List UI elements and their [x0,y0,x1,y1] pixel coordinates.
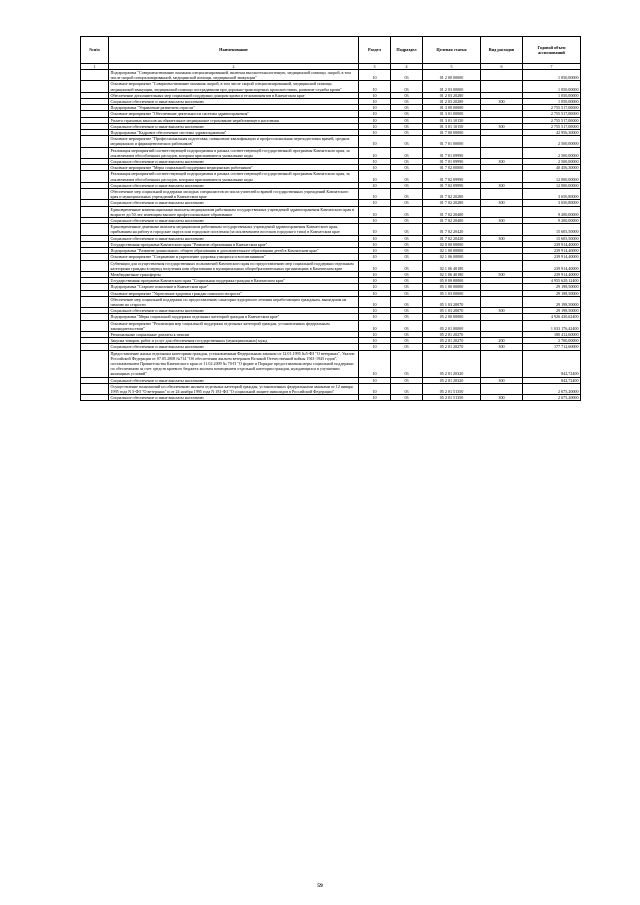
row-name-cell: Основное мероприятие "Обеспечение деятельности системы здравоохранения" [109,111,359,117]
row-section-cell: 10 [359,338,391,344]
row-name-cell: Государственная программа Камчатского края "Развитие образования в Камчатском крае" [109,241,359,247]
row-section-cell: 10 [359,278,391,284]
row-subsection-cell: 03 [391,165,423,171]
row-amount-cell: 1 033 176,42400 [523,320,581,331]
row-target-article-cell: 01 7 01 09990 [423,159,481,165]
header-annual-amount: Годовой объем ассигнований [523,37,581,64]
row-target-article-cell: 05 2 01 20320 [423,377,481,383]
row-target-article-cell: 05 1 03 00000 [423,290,481,296]
row-expense-type-cell [481,171,523,182]
budget-table [80,36,581,401]
row-name-cell: Основное мероприятие "Сохранение и укрепление здоровья учащихся и воспитанников" [109,254,359,260]
row-subsection-cell: 03 [391,278,423,284]
row-section-cell: 10 [359,254,391,260]
row-amount-cell: 842,72400 [523,377,581,383]
row-target-article-cell: 01 7 02 09990 [423,182,481,188]
row-subsection-cell: 03 [391,136,423,147]
row-number-cell [81,350,109,377]
row-expense-type-cell [481,260,523,271]
row-expense-type-cell [481,136,523,147]
row-target-article-cell: 05 2 01 20270 [423,344,481,350]
row-section-cell: 10 [359,271,391,277]
row-target-article-cell: 02 1 06 40180 [423,271,481,277]
row-subsection-cell: 03 [391,81,423,92]
row-section-cell: 10 [359,130,391,136]
row-section-cell: 10 [359,105,391,111]
row-amount-cell: 3 650,80000 [523,189,581,200]
row-name-cell: Основное мероприятие "Реализация мер социальной поддержки отдельных категорий граждан, установленных федеральным законодательством" [109,320,359,331]
row-section-cell: 10 [359,344,391,350]
row-name-cell: Реализация мероприятий соответствующей подпрограммы в рамках соответствующей государственной программы Камчатского края, за исключением обособленных расходов, которым присваиваются уникальные коды [109,147,359,158]
table-row [81,171,581,182]
row-amount-cell: 239 914,40000 [523,260,581,271]
row-section-cell: 10 [359,136,391,147]
row-name-cell: Социальное обеспечение и иные выплаты населению [109,395,359,401]
header-expense-type: Вид расходов [481,37,523,64]
row-section-cell: 10 [359,224,391,235]
row-subsection-cell: 03 [391,111,423,117]
row-subsection-cell: 03 [391,284,423,290]
row-target-article-cell: 05 1 00 00000 [423,284,481,290]
row-amount-cell: 2 500,00000 [523,159,581,165]
row-amount-cell: 15 605,50000 [523,224,581,235]
row-amount-cell: 3 650,80000 [523,200,581,206]
row-subsection-cell: 03 [391,200,423,206]
table-row [81,260,581,271]
row-name-cell: Социальное обеспечение и иные выплаты населению [109,344,359,350]
row-target-article-cell: 01 7 02 20400 [423,218,481,224]
row-section-cell: 10 [359,331,391,337]
row-amount-cell: 12 000,00000 [523,182,581,188]
row-section-cell: 10 [359,165,391,171]
row-section-cell: 10 [359,248,391,254]
column-number: 2 [109,64,359,70]
row-section-cell: 10 [359,206,391,217]
row-number-cell [81,81,109,92]
row-name-cell: Основное мероприятие "Профессиональная подготовка, повышение квалификации и профессиональная переподготовка врачей, средних медицинских и фармацевтических работников" [109,136,359,147]
row-amount-cell: 29 198,50000 [523,296,581,307]
row-subsection-cell: 03 [391,171,423,182]
row-subsection-cell: 03 [391,147,423,158]
row-amount-cell: 1 050,00000 [523,81,581,92]
row-target-article-cell: 01 7 02 00000 [423,165,481,171]
row-name-cell: Подпрограмма "Меры социальной поддержки отдельных категорий граждан в Камчатском крае" [109,314,359,320]
row-target-article-cell: 01 7 01 00000 [423,136,481,147]
row-amount-cell: 842,72400 [523,350,581,377]
row-expense-type-cell [481,81,523,92]
header-target-article: Целевая статья [423,37,481,64]
row-expense-type-cell: 300 [481,200,523,206]
row-subsection-cell: 03 [391,206,423,217]
row-expense-type-cell [481,350,523,377]
row-name-cell: Субвенции для осуществления государственных полномочий Камчатского края по предоставлению мер социальной поддержки отдельным категориям граждан в период получения ими образования в муниципальных общеобразовательных организациях в Камчатском крае [109,260,359,271]
row-target-article-cell: 01 3 00 00000 [423,105,481,111]
row-section-cell: 10 [359,218,391,224]
row-amount-cell: 29 198,50000 [523,284,581,290]
row-expense-type-cell: 300 [481,182,523,188]
row-subsection-cell: 03 [391,159,423,165]
row-section-cell: 10 [359,383,391,394]
row-section-cell: 10 [359,159,391,165]
table-row [81,296,581,307]
column-number: 6 [481,64,523,70]
row-section-cell: 10 [359,296,391,307]
row-name-cell: Подпрограмма "Управление развитием отрасли" [109,105,359,111]
row-section-cell: 10 [359,189,391,200]
row-section-cell: 10 [359,320,391,331]
row-name-cell: Социальное обеспечение и иные выплаты населению [109,218,359,224]
row-subsection-cell: 03 [391,99,423,105]
row-subsection-cell: 03 [391,377,423,383]
row-expense-type-cell [481,224,523,235]
row-expense-type-cell [481,147,523,158]
row-expense-type-cell: 300 [481,159,523,165]
row-expense-type-cell [481,296,523,307]
row-subsection-cell: 03 [391,271,423,277]
row-subsection-cell: 03 [391,314,423,320]
row-target-article-cell: 05 2 00 00000 [423,314,481,320]
row-subsection-cell: 03 [391,92,423,98]
row-name-cell: Социальное обеспечение и иные выплаты населению [109,200,359,206]
row-amount-cell: 12 000,00000 [523,171,581,182]
row-name-cell: Подпрограмма "Совершенствование оказания специализированной, включая высокотехнологичную, медицинской помощи, скорой, в том числе скорой специализированной, медицинской помощи, медицинской эвакуации" [109,70,359,81]
row-amount-cell: 40 456,30000 [523,165,581,171]
row-section-cell: 10 [359,308,391,314]
row-name-cell: Социальное обеспечение и иные выплаты населению [109,159,359,165]
row-subsection-cell: 03 [391,105,423,111]
row-target-article-cell: 02 1 00 00000 [423,248,481,254]
table-row [81,350,581,377]
row-target-article-cell: 05 2 01 00000 [423,320,481,331]
table-row [81,383,581,394]
table-row [81,189,581,200]
row-subsection-cell: 03 [391,218,423,224]
row-subsection-cell: 03 [391,254,423,260]
row-expense-type-cell: 300 [481,218,523,224]
row-target-article-cell: 05 1 03 20070 [423,308,481,314]
row-amount-cell: 2 700,00000 [523,338,581,344]
row-section-cell: 10 [359,314,391,320]
row-section-cell: 10 [359,235,391,241]
row-section-cell: 10 [359,377,391,383]
row-expense-type-cell [481,383,523,394]
row-name-cell: Предоставление жилья отдельным категориям граждан, установленным Федеральным законом от 12.01.1995 №5-ФЗ "О ветеранах", Указом Российской Федерации от 07.05.2008 №714 "Об обеспечении жильем ветеранов Великой Отечественной войны 1941-1945 годов", постановлением Правительства Камчатского края от 11.02.2009 № 70-П "О форме и Порядке предоставления меры социальной поддержки по обеспечению за счет средств краевого бюджета жильем помещением отдельной категории граждан, нуждающихся в улучшении жилищных условий" [109,350,359,377]
row-target-article-cell: 05 2 01 51350 [423,395,481,401]
table-row [81,395,581,401]
row-target-article-cell: 05 1 03 20070 [423,296,481,307]
row-target-article-cell: 01 2 00 00000 [423,70,481,81]
row-name-cell: Региональные социальные доплаты к пенсии [109,331,359,337]
row-section-cell: 10 [359,70,391,81]
row-name-cell: Подпрограмма "Старшее поколение в Камчатском крае" [109,284,359,290]
row-expense-type-cell [481,189,523,200]
page-number: 59 [317,883,323,889]
budget-document [80,36,580,401]
row-target-article-cell: 01 2 03 20280 [423,92,481,98]
row-name-cell: Социальное обеспечение и иные выплаты населению [109,235,359,241]
row-amount-cell: 2 675,20000 [523,383,581,394]
row-number-cell [81,147,109,158]
row-target-article-cell: 05 2 01 20270 [423,338,481,344]
row-expense-type-cell [481,320,523,331]
row-subsection-cell: 03 [391,241,423,247]
row-section-cell: 10 [359,123,391,129]
row-section-cell: 10 [359,260,391,271]
row-amount-cell: 177 712,60000 [523,344,581,350]
row-section-cell: 10 [359,99,391,105]
row-name-cell: Социальное обеспечение и иные выплаты населению [109,123,359,129]
row-amount-cell: 4 926 430,62400 [523,314,581,320]
row-amount-cell: 2 755 517,00000 [523,117,581,123]
header-row [81,37,581,64]
table-body [81,70,581,401]
row-expense-type-cell: 200 [481,338,523,344]
row-target-article-cell: 02 1 06 00000 [423,254,481,260]
row-number-cell [81,395,109,401]
row-target-article-cell: 02 0 00 00000 [423,241,481,247]
row-number-cell [81,206,109,217]
row-subsection-cell: 03 [391,70,423,81]
row-name-cell: Уплата страховых взносов на обязательное медицинское страхование неработающего населения [109,117,359,123]
row-name-cell: Единовременные денежные выплаты медицинским работникам государственных учреждений здравоохранения Камчатского края, прибывшим на работу в городские округа или городские поселения (за исключением поселков городского типа) в Камчатском крае [109,224,359,235]
table-row [81,224,581,235]
row-subsection-cell: 03 [391,395,423,401]
row-target-article-cell: 05 0 00 00000 [423,278,481,284]
row-name-cell: Социальное обеспечение и иные выплаты населению [109,182,359,188]
row-amount-cell: 2 755 517,00000 [523,123,581,129]
row-amount-cell: 239 914,40000 [523,241,581,247]
row-section-cell: 10 [359,147,391,158]
row-amount-cell: 42 956,30000 [523,130,581,136]
row-amount-cell: 239 914,40000 [523,248,581,254]
column-number: 4 [391,64,423,70]
row-section-cell: 10 [359,395,391,401]
row-expense-type-cell: 300 [481,123,523,129]
column-number: 1 [81,64,109,70]
row-target-article-cell: 05 2 01 20270 [423,331,481,337]
row-target-article-cell: 01 7 01 09990 [423,147,481,158]
row-amount-cell: 1 050,00000 [523,70,581,81]
table-row [81,320,581,331]
row-amount-cell: 15 605,50000 [523,235,581,241]
row-expense-type-cell: 500 [481,271,523,277]
row-name-cell: Обеспечение мер социальной поддержки по предоставлению санаторно-курортного лечения неработающим гражданам, вышедшим на пенсию по старости [109,296,359,307]
row-expense-type-cell [481,70,523,81]
header-name: Наименование [109,37,359,64]
row-name-cell: Государственная программа Камчатского края "Социальная поддержка граждан в Камчатском крае" [109,278,359,284]
row-subsection-cell: 03 [391,224,423,235]
row-name-cell: Социальное обеспечение и иные выплаты населению [109,99,359,105]
row-target-article-cell: 02 1 06 40180 [423,260,481,271]
table-row [81,136,581,147]
header-number: №п/п [81,37,109,64]
row-subsection-cell: 03 [391,182,423,188]
row-expense-type-cell: 300 [481,235,523,241]
row-name-cell: Обеспечение мер социальной поддержки молодых специалистов из числа учителей и врачей государственных учреждений Камчатского края и муниципальных учреждений в Камчатском крае [109,189,359,200]
row-subsection-cell: 03 [391,260,423,271]
row-section-cell: 10 [359,117,391,123]
row-target-article-cell: 01 3 01 10150 [423,117,481,123]
row-name-cell: Социальное обеспечение и иные выплаты населению [109,377,359,383]
row-amount-cell: 9 200,00000 [523,206,581,217]
row-name-cell: Закупка товаров, работ и услуг для обеспечения государственных (муниципальных) нужд [109,338,359,344]
row-target-article-cell: 01 7 02 20280 [423,200,481,206]
row-target-article-cell: 01 7 02 20400 [423,206,481,217]
row-amount-cell: 29 198,50000 [523,290,581,296]
row-amount-cell: 2 755 517,00000 [523,111,581,117]
table-row [81,81,581,92]
row-name-cell: Социальное обеспечение и иные выплаты населению [109,308,359,314]
row-amount-cell: 1 050,00000 [523,92,581,98]
row-number-cell [81,260,109,271]
row-section-cell: 10 [359,284,391,290]
row-amount-cell: 2 500,00000 [523,136,581,147]
row-section-cell: 10 [359,200,391,206]
row-amount-cell: 239 914,40000 [523,254,581,260]
row-target-article-cell: 05 2 01 51350 [423,383,481,394]
row-target-article-cell: 01 2 03 00000 [423,81,481,92]
row-target-article-cell: 05 2 01 20320 [423,350,481,377]
row-name-cell: Реализация мероприятий соответствующей подпрограммы в рамках соответствующей государственной программы Камчатского края, за исключением обособленных расходов, которым присваиваются уникальные коды [109,171,359,182]
row-target-article-cell: 01 7 02 20280 [423,189,481,200]
row-amount-cell: 2 675,20000 [523,395,581,401]
header-subsection: Подраздел [391,37,423,64]
row-target-article-cell: 01 7 02 20420 [423,224,481,235]
row-subsection-cell: 03 [391,383,423,394]
row-amount-cell: 180 412,60000 [523,331,581,337]
row-name-cell: Основное мероприятие "Совершенствование оказания скорой, в том числе скорой специализированной, медицинской помощи, медицинской эвакуации, медицинской помощи пострадавшим при дорожно-транспортных происшествиях, развитие службы крови" [109,81,359,92]
row-subsection-cell: 03 [391,338,423,344]
table-row [81,206,581,217]
row-name-cell: Обеспечение дополнительных мер социальной поддержки донорам крови и ее компонентов в Камчатском крае [109,92,359,98]
row-subsection-cell: 03 [391,296,423,307]
row-expense-type-cell: 300 [481,377,523,383]
row-section-cell: 10 [359,182,391,188]
row-expense-type-cell: 300 [481,344,523,350]
row-amount-cell: 29 198,50000 [523,308,581,314]
row-subsection-cell: 03 [391,189,423,200]
row-number-cell [81,171,109,182]
row-number-cell [81,320,109,331]
row-subsection-cell: 03 [391,235,423,241]
row-number-cell [81,136,109,147]
row-subsection-cell: 03 [391,350,423,377]
row-number-cell [81,224,109,235]
row-name-cell: Основное мероприятие "Меры социальной поддержки медицинских работников" [109,165,359,171]
row-amount-cell: 9 200,00000 [523,218,581,224]
row-section-cell: 10 [359,171,391,182]
row-expense-type-cell: 300 [481,395,523,401]
row-section-cell: 10 [359,92,391,98]
column-number: 5 [423,64,481,70]
column-number: 7 [523,64,581,70]
row-number-cell [81,189,109,200]
row-subsection-cell: 03 [391,123,423,129]
table-row [81,70,581,81]
row-expense-type-cell: 300 [481,99,523,105]
row-section-cell: 10 [359,350,391,377]
row-target-article-cell: 01 3 01 00000 [423,111,481,117]
row-subsection-cell: 03 [391,308,423,314]
row-amount-cell: 4 955 629,12400 [523,278,581,284]
row-amount-cell: 1 050,00000 [523,99,581,105]
row-name-cell: Подпрограмма "Кадровое обеспечение системы здравоохранения" [109,130,359,136]
row-section-cell: 10 [359,111,391,117]
table-row [81,147,581,158]
row-section-cell: 10 [359,81,391,92]
column-number: 3 [359,64,391,70]
row-expense-type-cell [481,206,523,217]
row-name-cell: Единовременные компенсационные выплаты медицинским работникам государственных учреждений здравоохранения Камчатского края в возрасте до 50 лет, имеющим высшее профессиональное образование [109,206,359,217]
row-subsection-cell: 03 [391,117,423,123]
row-section-cell: 10 [359,290,391,296]
row-name-cell: Подпрограмма "Развитие дошкольного, общего образования и дополнительного образования детей в Камчатском крае" [109,248,359,254]
header-section: Раздел [359,37,391,64]
row-subsection-cell: 03 [391,320,423,331]
row-number-cell [81,70,109,81]
row-subsection-cell: 03 [391,331,423,337]
row-target-article-cell: 01 7 02 20420 [423,235,481,241]
row-amount-cell: 2 755 517,00000 [523,105,581,111]
row-section-cell: 10 [359,241,391,247]
row-target-article-cell: 01 3 01 10150 [423,123,481,129]
row-expense-type-cell: 300 [481,308,523,314]
row-subsection-cell: 03 [391,344,423,350]
row-subsection-cell: 03 [391,248,423,254]
row-number-cell [81,383,109,394]
row-name-cell: Межбюджетные трансферты [109,271,359,277]
row-amount-cell: 2 500,00000 [523,147,581,158]
row-subsection-cell: 03 [391,130,423,136]
row-amount-cell: 239 914,40000 [523,271,581,277]
row-target-article-cell: 01 2 03 20280 [423,99,481,105]
row-target-article-cell: 01 7 02 09990 [423,171,481,182]
row-target-article-cell: 01 7 00 00000 [423,130,481,136]
row-name-cell: Осуществление полномочий по обеспечению жильем отдельных категорий граждан, установленных федеральными законами от 12 января 1995 года N 5-ФЗ "О ветеранах" и от 24 ноября 1995 года N 181-ФЗ "О социальной защите инвалидов в Российской Федерации" [109,383,359,394]
row-subsection-cell: 03 [391,290,423,296]
row-number-cell [81,296,109,307]
row-name-cell: Основное мероприятие "Укрепление здоровья граждан пожилого возраста" [109,290,359,296]
